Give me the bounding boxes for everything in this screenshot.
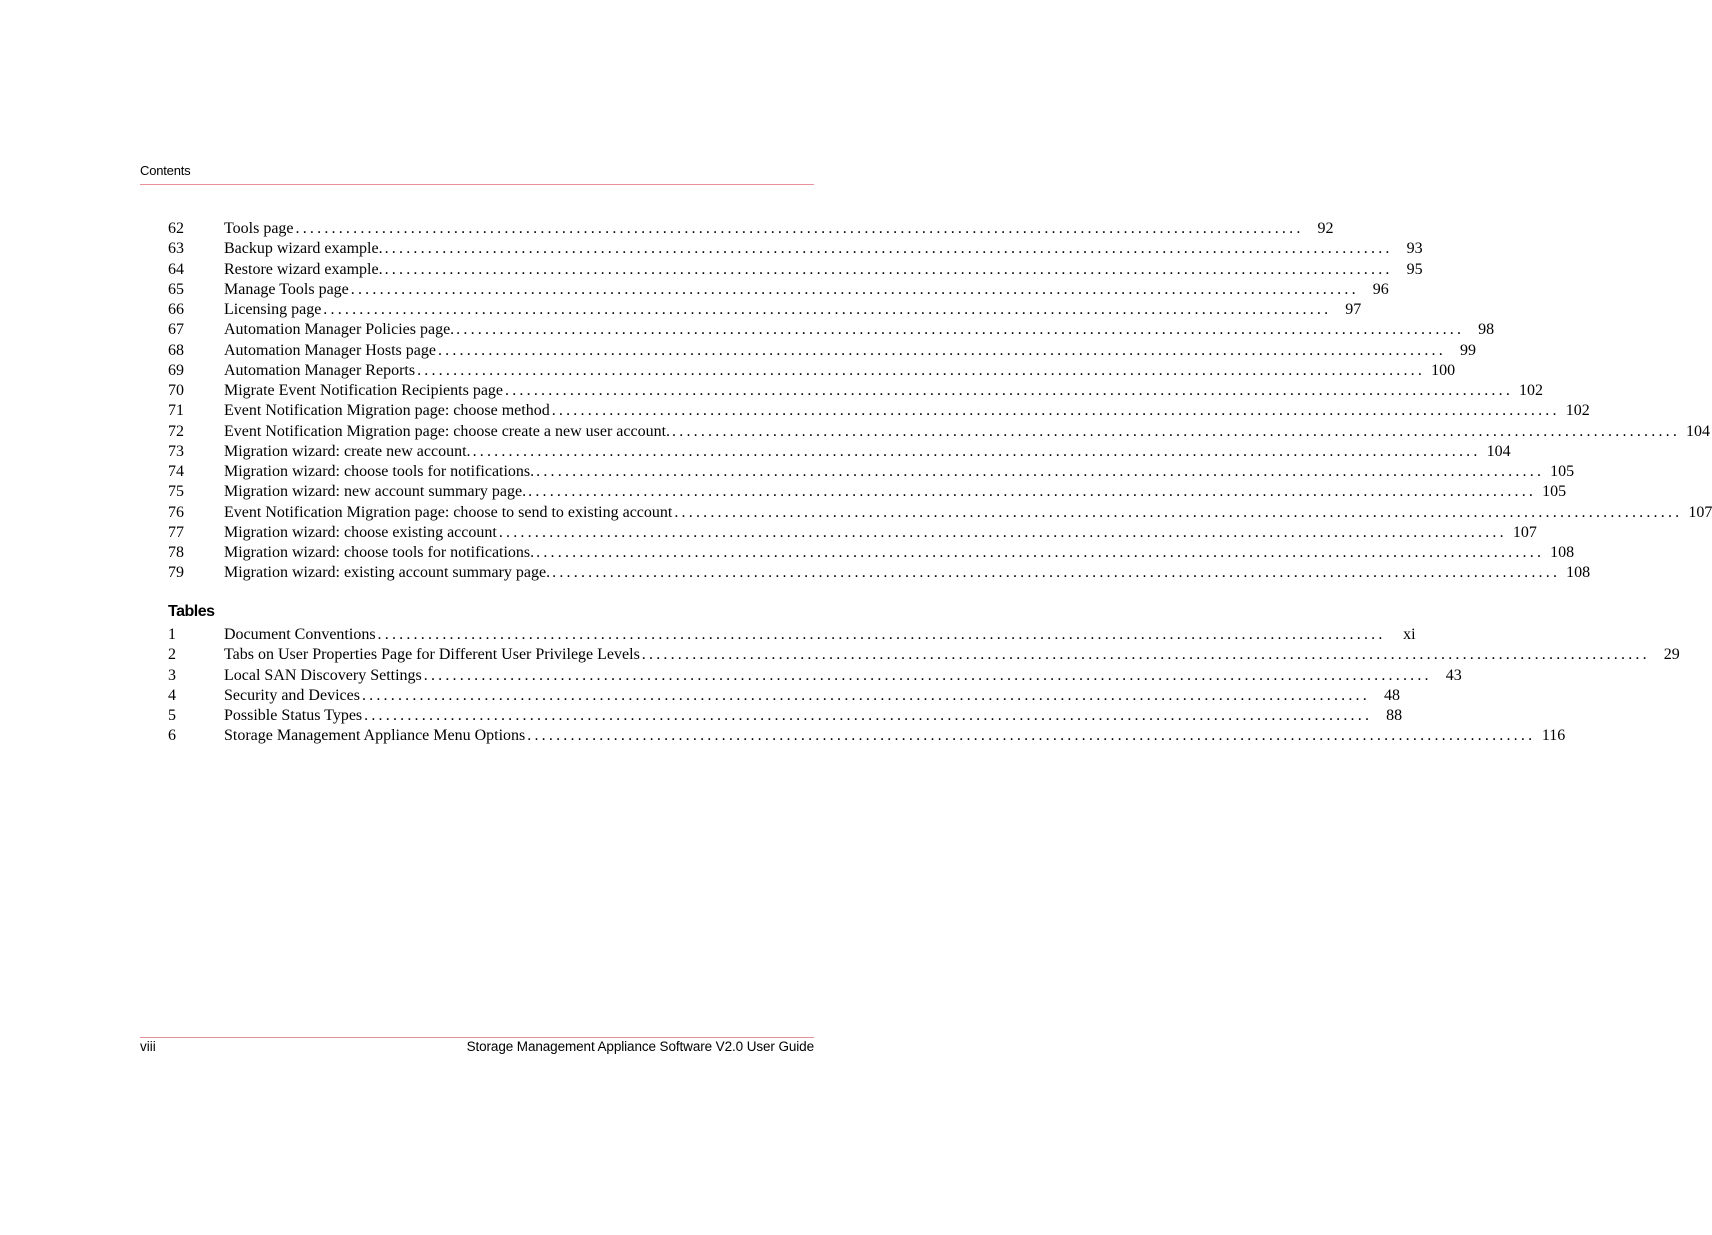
- entry-page-number: 108: [1550, 544, 1575, 561]
- list-of-figures: [168, 219, 1712, 584]
- dot-leader: ............................................................................................................................................: [350, 280, 1359, 298]
- dot-leader: ............................................................................................................................................: [551, 402, 1560, 420]
- entry-page-number: 43: [1445, 666, 1462, 684]
- entry-title: Migration wizard: choose existing account: [224, 523, 497, 541]
- toc-entry[interactable]: [168, 260, 1423, 280]
- entry-page-number: 116: [1541, 727, 1566, 745]
- dot-leader: ............................................................................................................................................: [384, 260, 1393, 278]
- toc-entry[interactable]: [168, 686, 1400, 706]
- entry-title: Migrate Event Notification Recipients page: [224, 382, 504, 399]
- entry-number: 5: [168, 707, 176, 724]
- dot-leader: ............................................................................................................................................: [674, 503, 1683, 521]
- toc-entry[interactable]: [168, 219, 1334, 239]
- entry-title: Event Notification Migration page: choose create a new user account.: [224, 422, 671, 440]
- dot-leader: ............................................................................................................................................: [498, 523, 1507, 541]
- entry-title: Document Conventions: [224, 626, 376, 643]
- entry-number: 74: [168, 463, 184, 480]
- toc-entry[interactable]: [168, 503, 1712, 523]
- entry-page-number: 105: [1550, 463, 1575, 480]
- entry-number: 65: [168, 280, 184, 298]
- entry-page-number: 104: [1486, 442, 1511, 460]
- entry-page-number: 107: [1512, 523, 1537, 541]
- dot-leader: ............................................................................................................................................: [536, 463, 1545, 480]
- toc-entry[interactable]: [168, 401, 1590, 421]
- dot-leader: ............................................................................................................................................: [384, 240, 1393, 258]
- dot-leader: ............................................................................................................................................: [423, 666, 1432, 684]
- entry-number: 75: [168, 483, 184, 501]
- entry-title: Backup wizard example.: [224, 240, 383, 258]
- toc-entry[interactable]: [168, 666, 1462, 686]
- footer-rule: [140, 1037, 814, 1038]
- toc-entry[interactable]: [168, 239, 1423, 259]
- entry-page-number: 92: [1317, 220, 1334, 237]
- entry-title: Storage Management Appliance Menu Options: [224, 727, 526, 745]
- entry-title: Manage Tools page: [224, 280, 349, 298]
- entry-title: Event Notification Migration page: choose method: [224, 402, 550, 420]
- running-head: Contents: [140, 163, 191, 178]
- dot-leader: ............................................................................................................................................: [641, 646, 1650, 664]
- page-number: viii: [140, 1039, 156, 1054]
- toc-entry[interactable]: [168, 320, 1495, 340]
- dot-leader: ............................................................................................................................................: [437, 341, 1446, 359]
- entry-page-number: xi: [1403, 626, 1416, 643]
- toc-entry[interactable]: [168, 523, 1537, 543]
- entry-page-number: 100: [1431, 361, 1456, 379]
- entry-title: Restore wizard example.: [224, 260, 383, 278]
- toc-entry[interactable]: [168, 645, 1680, 665]
- toc-entry[interactable]: [168, 563, 1591, 583]
- entry-page-number: 93: [1406, 240, 1423, 258]
- dot-leader: ............................................................................................................................................: [295, 220, 1304, 237]
- entry-title: Automation Manager Reports: [224, 361, 416, 379]
- dot-leader: ............................................................................................................................................: [417, 361, 1426, 379]
- entry-number: 76: [168, 503, 184, 521]
- dot-leader: ............................................................................................................................................: [377, 626, 1386, 643]
- dot-leader: ............................................................................................................................................: [472, 442, 1481, 460]
- entry-title: Migration wizard: create new account.: [224, 442, 471, 460]
- entry-number: 72: [168, 422, 184, 440]
- entry-number: 1: [168, 626, 176, 643]
- toc-entry[interactable]: [168, 422, 1711, 442]
- dot-leader: ............................................................................................................................................: [361, 686, 1370, 704]
- entry-page-number: 102: [1565, 402, 1590, 420]
- entry-page-number: 102: [1519, 382, 1544, 399]
- entry-number: 64: [168, 260, 184, 278]
- entry-number: 66: [168, 301, 184, 318]
- dot-leader: ............................................................................................................................................: [527, 727, 1536, 745]
- dot-leader: ............................................................................................................................................: [528, 483, 1537, 501]
- entry-title: Possible Status Types: [224, 707, 363, 724]
- entry-number: 79: [168, 564, 184, 582]
- entry-title: Event Notification Migration page: choose to send to existing account: [224, 503, 673, 521]
- toc-entry[interactable]: [168, 361, 1456, 381]
- entry-number: 6: [168, 727, 176, 745]
- toc-entry[interactable]: [168, 280, 1389, 300]
- entry-page-number: 98: [1478, 321, 1495, 339]
- entry-number: 3: [168, 666, 176, 684]
- entry-page-number: 108: [1566, 564, 1591, 582]
- dot-leader: ............................................................................................................................................: [505, 382, 1514, 399]
- entry-number: 78: [168, 544, 184, 561]
- guide-title: Storage Management Appliance Software V2.0 User Guide: [466, 1039, 814, 1054]
- entry-number: 62: [168, 220, 184, 237]
- entry-title: Tools page: [224, 220, 294, 237]
- entry-number: 77: [168, 523, 184, 541]
- dot-leader: ............................................................................................................................................: [672, 422, 1681, 440]
- entry-page-number: 104: [1686, 422, 1711, 440]
- entry-page-number: 48: [1383, 686, 1400, 704]
- entry-title: Migration wizard: choose tools for notifications.: [224, 463, 535, 480]
- entry-number: 73: [168, 442, 184, 460]
- entry-number: 68: [168, 341, 184, 359]
- entry-page-number: 96: [1372, 280, 1389, 298]
- entry-page-number: 95: [1406, 260, 1423, 278]
- entry-title: Tabs on User Properties Page for Different User Privilege Levels: [224, 646, 640, 664]
- toc-entry[interactable]: [168, 300, 1362, 320]
- dot-leader: ............................................................................................................................................: [323, 301, 1332, 318]
- dot-leader: ............................................................................................................................................: [456, 321, 1465, 339]
- header-rule: [140, 184, 814, 185]
- list-of-tables: [168, 625, 1680, 747]
- entry-title: Local SAN Discovery Settings: [224, 666, 422, 684]
- entry-title: Automation Manager Hosts page: [224, 341, 436, 359]
- entry-page-number: 99: [1459, 341, 1476, 359]
- entry-number: 71: [168, 402, 184, 420]
- entry-number: 67: [168, 321, 184, 339]
- toc-entry[interactable]: [168, 341, 1476, 361]
- entry-page-number: 29: [1663, 646, 1680, 664]
- entry-number: 2: [168, 646, 176, 664]
- toc-entry[interactable]: [168, 625, 1416, 645]
- toc-entry[interactable]: [168, 381, 1544, 401]
- entry-title: Licensing page: [224, 301, 322, 318]
- entry-title: Migration wizard: choose tools for notifications.: [224, 544, 535, 561]
- tables-heading: Tables: [168, 603, 215, 620]
- dot-leader: ............................................................................................................................................: [552, 564, 1561, 582]
- entry-number: 70: [168, 382, 184, 399]
- entry-title: Security and Devices: [224, 686, 360, 704]
- entry-page-number: 97: [1345, 301, 1362, 318]
- entry-title: Migration wizard: existing account summary page.: [224, 564, 551, 582]
- entry-page-number: 105: [1542, 483, 1567, 501]
- toc-entry[interactable]: [168, 726, 1566, 746]
- toc-entry[interactable]: [168, 543, 1575, 563]
- entry-title: Automation Manager Policies page.: [224, 321, 455, 339]
- entry-number: 69: [168, 361, 184, 379]
- entry-page-number: 88: [1386, 707, 1403, 724]
- dot-leader: ............................................................................................................................................: [536, 544, 1545, 561]
- toc-entry[interactable]: [168, 442, 1511, 462]
- entry-number: 63: [168, 240, 184, 258]
- toc-entry[interactable]: [168, 706, 1403, 726]
- toc-entry[interactable]: [168, 462, 1575, 482]
- entry-page-number: 107: [1688, 503, 1712, 521]
- toc-entry[interactable]: [168, 482, 1567, 502]
- entry-title: Migration wizard: new account summary page.: [224, 483, 527, 501]
- entry-number: 4: [168, 686, 176, 704]
- dot-leader: ............................................................................................................................................: [364, 707, 1373, 724]
